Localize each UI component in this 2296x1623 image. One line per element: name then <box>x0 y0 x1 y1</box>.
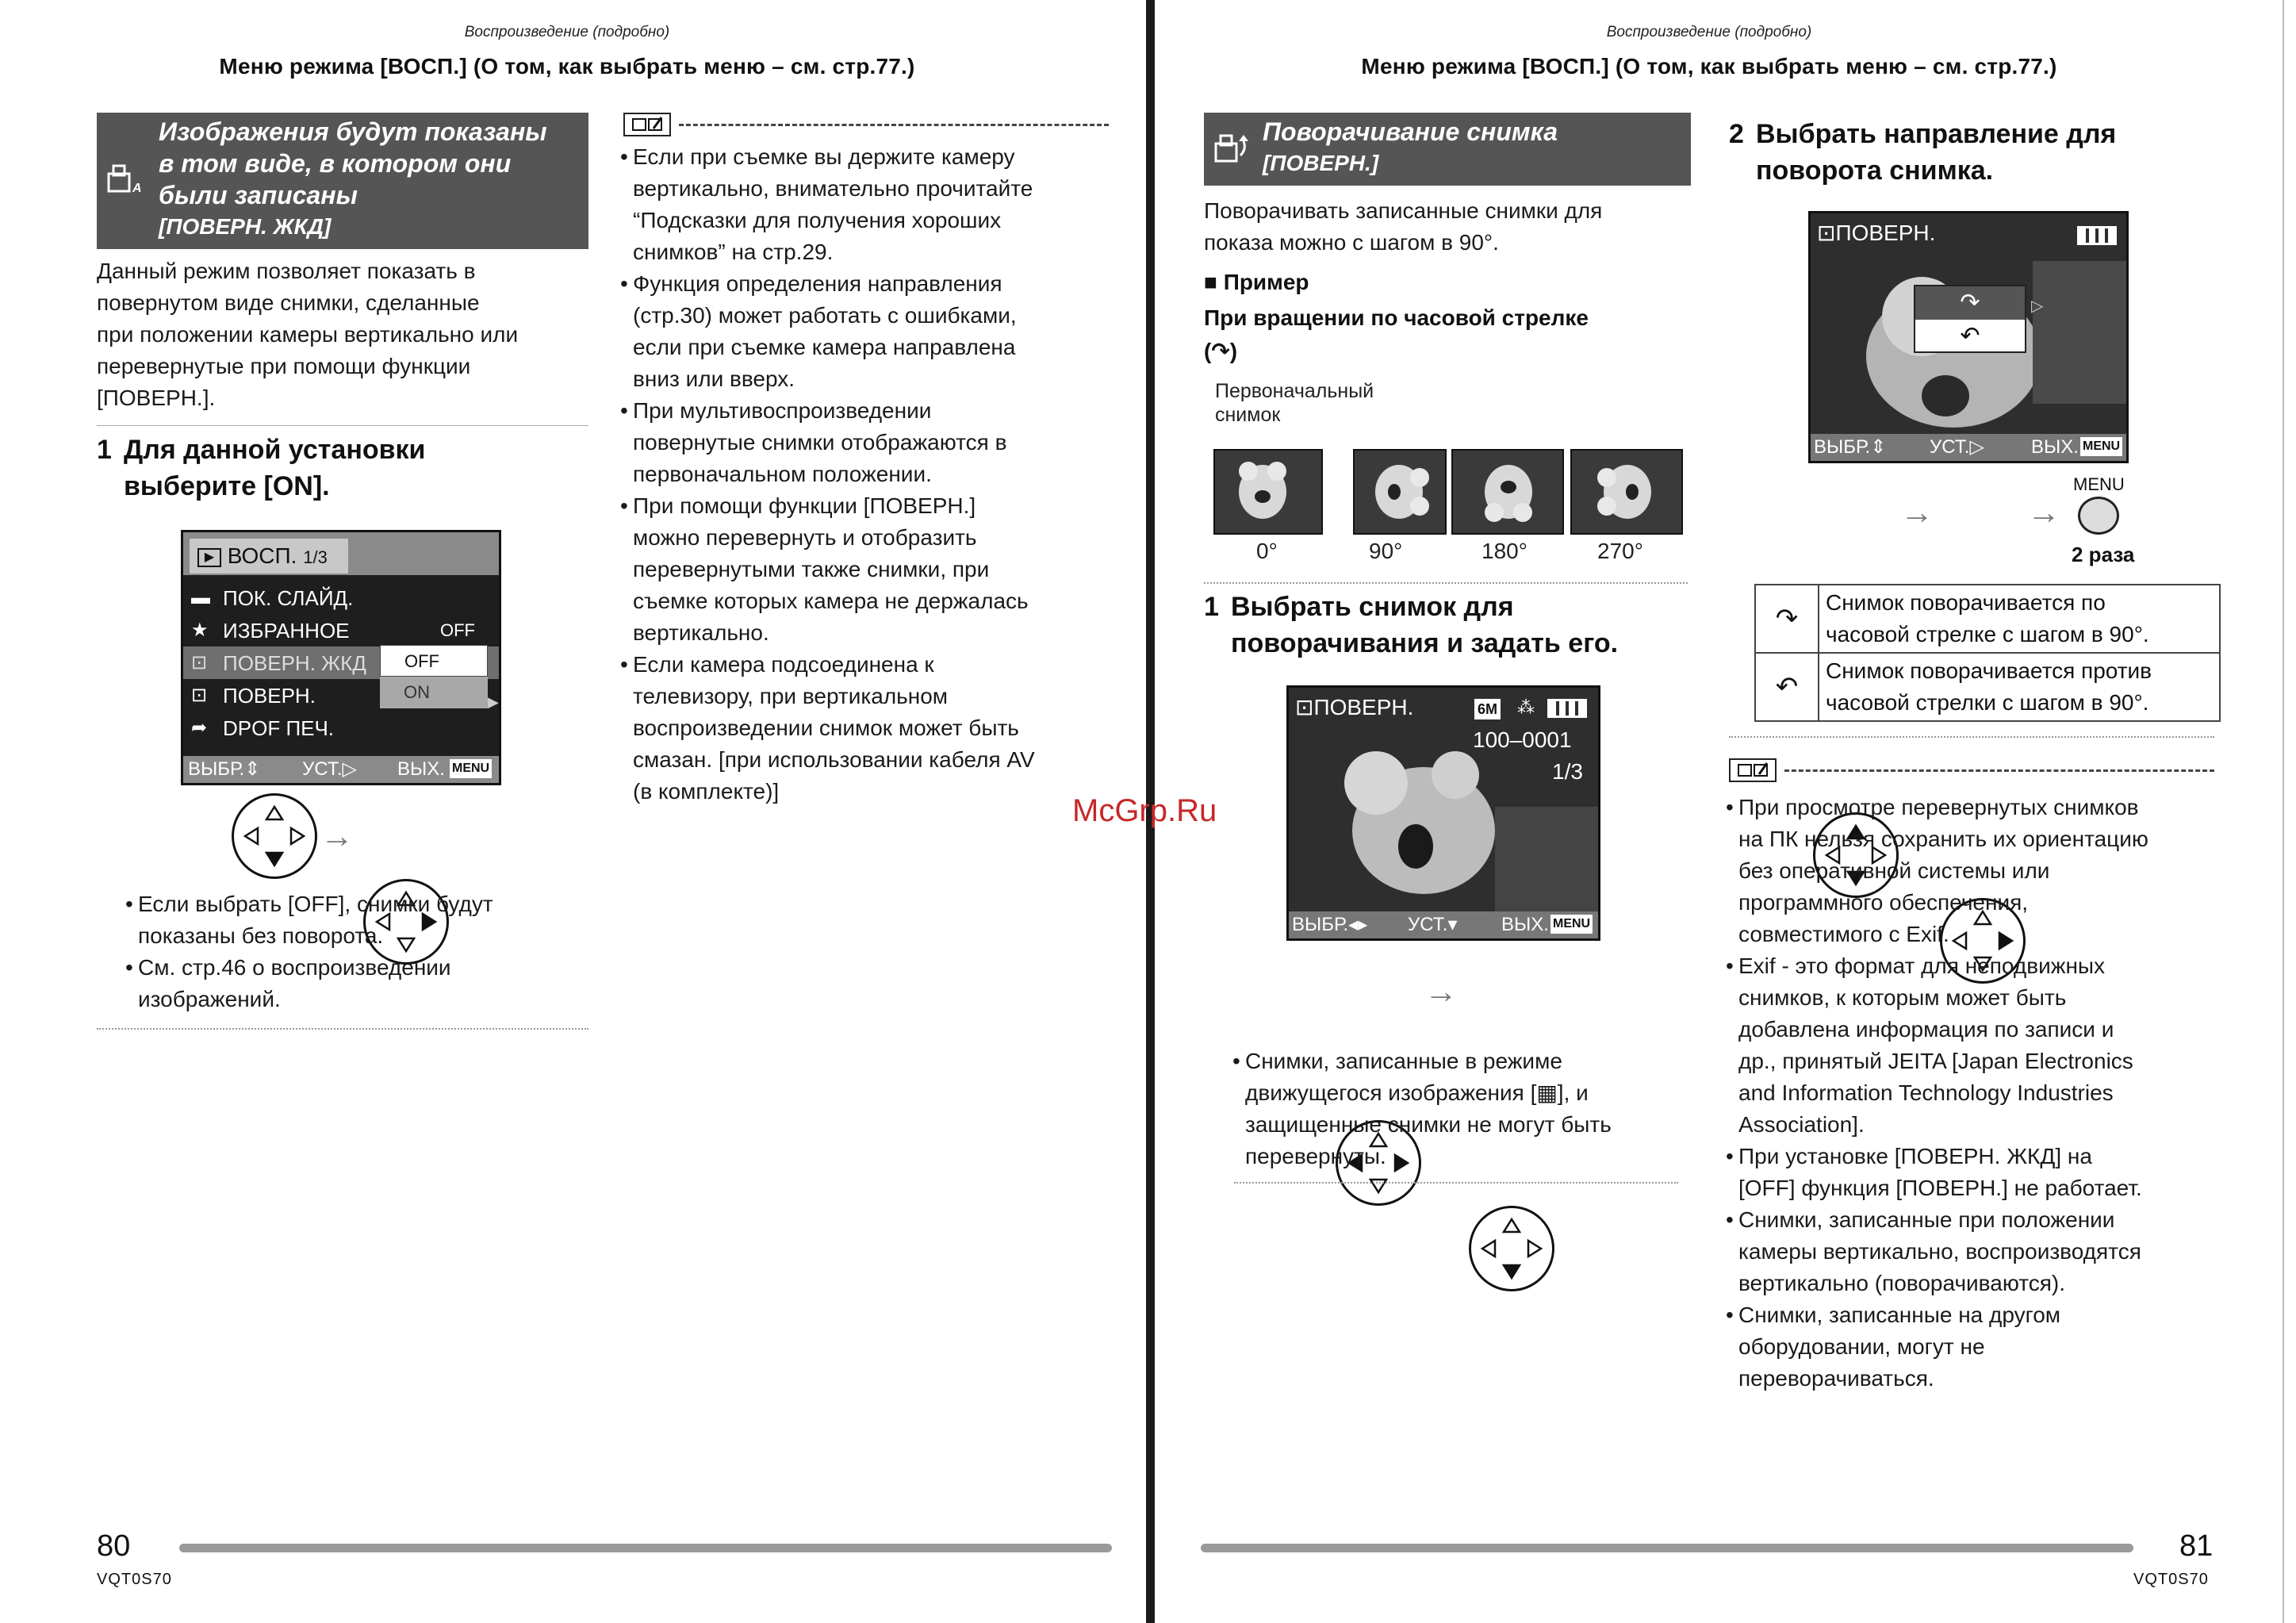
press-twice-label: 2 раза <box>2072 543 2135 566</box>
menu-item-label: ИЗБРАННОЕ <box>223 618 350 643</box>
menu-item-label: ПОВЕРН. <box>223 683 316 708</box>
exit-hint: ВЫХ. <box>397 758 445 780</box>
step-text: Для данной установки <box>124 435 426 465</box>
footer-bar <box>179 1544 1112 1552</box>
watermark: McGrp.Ru <box>1072 793 1217 828</box>
option-off[interactable]: OFF <box>380 645 488 677</box>
screen-bottom-bar <box>1289 911 1598 938</box>
step-text: поворачивания и задать его. <box>1231 628 1619 658</box>
star-icon: ★ <box>191 619 209 641</box>
direction-table <box>1754 584 2221 722</box>
page-edge <box>2283 0 2284 1623</box>
intro-line: перевернутые при помощи функции <box>97 354 471 378</box>
model-code: VQT0S70 <box>2133 1571 2209 1588</box>
battery-icon <box>2077 226 2117 245</box>
note-item: • См. стр.46 о воспроизведении изображений. <box>125 952 601 1015</box>
quality-badge: 6M <box>1474 699 1501 719</box>
table-cell: Снимок поворачивается по часовой стрелке с шагом в 90°. <box>1819 585 2220 653</box>
left-section-title-line: в том виде, в котором они <box>159 149 512 178</box>
right-step1-notes <box>1232 1046 1700 1172</box>
thumb-90 <box>1353 449 1447 535</box>
menu-button-icon[interactable] <box>2078 497 2119 535</box>
direction-popup <box>1914 285 2026 353</box>
rotate-screen-2 <box>1808 211 2129 463</box>
step-text: выберите [ON]. <box>124 471 330 501</box>
arrow-right-icon: → <box>2027 493 2060 531</box>
right-step-1 <box>1204 589 1696 662</box>
divider <box>1204 582 1688 584</box>
rotate-lcd-icon: ⊡ <box>191 651 208 673</box>
tip-item: • При мультивоспроизведении повернутые снимки отображаются в первоначальном положении. <box>620 395 1120 490</box>
rotate-icon: ⊡ <box>1817 221 1836 245</box>
left-section-title-line: были записаны <box>159 181 358 209</box>
page-number: 81 <box>2179 1529 2214 1563</box>
image-count: 1/3 <box>1552 759 1583 784</box>
menu-item-favorites[interactable] <box>183 614 499 647</box>
exit-hint: ВЫХ. <box>1501 914 1549 935</box>
battery-icon <box>1547 699 1587 718</box>
right-step-2 <box>1729 116 2221 189</box>
table-row <box>1755 653 2220 721</box>
step-text: Выбрать снимок для <box>1231 592 1514 622</box>
angle-label: 180° <box>1481 539 1527 563</box>
left-step1-notes <box>125 888 601 1015</box>
menu-badge: MENU <box>1550 915 1593 934</box>
table-row <box>1755 585 2220 653</box>
intro-line: повернутом виде снимки, сделанные <box>97 290 480 315</box>
angle-label: 0° <box>1256 539 1278 563</box>
menu-item-label: ПОК. СЛАЙД. <box>223 585 354 610</box>
print-icon: ➦ <box>191 716 208 739</box>
note-header <box>623 113 1109 136</box>
rotate-icon: ⊡ <box>191 684 208 706</box>
select-hint: ВЫБР.⇕ <box>188 758 261 780</box>
right-section-title-line: [ПОВЕРН.] <box>1263 151 1379 175</box>
thumb-0 <box>1213 449 1323 535</box>
file-number: 100–0001 <box>1473 727 1572 752</box>
exit-hint: ВЫХ. <box>2031 436 2079 458</box>
left-tips <box>620 141 1120 808</box>
menu-badge: MENU <box>450 759 492 778</box>
slideshow-icon: ▬ <box>191 586 210 608</box>
divider <box>1234 1182 1678 1184</box>
left-section-title-line: Изображения будут показаны <box>159 117 547 146</box>
left-step-1 <box>97 432 588 505</box>
menu-item-value: OFF <box>440 620 475 640</box>
note-header <box>1729 758 2214 782</box>
right-intro-text <box>1204 195 1680 259</box>
dpad-icon <box>1469 1206 1554 1291</box>
menu-item-slideshow[interactable] <box>183 581 499 614</box>
option-on[interactable]: ON <box>380 677 488 708</box>
divider <box>1729 736 2214 738</box>
set-hint: УСТ.▾ <box>1408 914 1458 935</box>
screen-title: ⊡ПОВЕРН. <box>1295 695 1414 719</box>
angle-label: 270° <box>1597 539 1643 563</box>
step-number: 1 <box>1204 592 1219 622</box>
tip-item: • Если при съемке вы держите камеру вертикально, внимательно прочитайте “Подсказки для получения хороших снимков” на стр.29. <box>620 141 1120 268</box>
clockwise-arrow-icon: ↷ <box>1755 585 1819 653</box>
step-text: Выбрать направление для <box>1756 119 2117 149</box>
note-icon <box>1729 758 1777 782</box>
right-header-small: Воспроизведение (подробно) <box>1606 24 1812 40</box>
play-icon: ▶ <box>197 548 221 567</box>
note-item: • Снимки, записанные в режиме движущегося изображения [▦], и защищенные снимки не могут быть перевернуты. <box>1232 1046 1700 1172</box>
screen-bottom-bar <box>1811 434 2126 461</box>
rotate-screen-1 <box>1286 685 1600 941</box>
divider <box>97 1028 588 1030</box>
tip-item: • Exif - это формат для неподвижных снимков, к которым может быть добавлена информация по записи и др., принятый JEITA [Japan Electronics and Information Technology Industries Association]. <box>1726 950 2233 1141</box>
tip-item: • При установке [ПОВЕРН. ЖКД] на [OFF] функция [ПОВЕРН.] не работает. <box>1726 1141 2233 1204</box>
menu-item-dpof[interactable] <box>183 712 499 744</box>
note-item: • Если выбрать [OFF], снимки будут показаны без поворота. <box>125 888 601 952</box>
playback-menu-screen <box>181 530 501 785</box>
select-hint: ВЫБР.◂▸ <box>1292 914 1368 935</box>
menu-bottom-bar <box>183 756 499 783</box>
menu-badge: MENU <box>2080 437 2122 456</box>
rotate-icon <box>1213 132 1253 167</box>
thumb-180 <box>1451 449 1564 535</box>
tip-item: • Если камера подсоединена к телевизору, при вертикальном воспроизведении снимок может быть смазан. [при использовании кабеля AV (в комплекте)] <box>620 649 1120 808</box>
counterclockwise-arrow-icon: ↶ <box>1755 653 1819 721</box>
example-label: ■ Пример <box>1204 270 1309 294</box>
footer-bar <box>1201 1544 2133 1552</box>
right-section-title-line: Поворачивание снимка <box>1263 117 1558 146</box>
thumb-270 <box>1570 449 1683 535</box>
menu-page: 1/3 <box>303 547 328 567</box>
step-number: 2 <box>1729 119 1744 149</box>
set-hint: УСТ.▷ <box>1930 436 1984 458</box>
right-tips <box>1726 792 2233 1395</box>
tip-item: • Функция определения направления (стр.30) может работать с ошибками, если при съемке камера направлена вниз или вверх. <box>620 268 1120 395</box>
step-text: поворота снимка. <box>1756 155 1994 186</box>
menu-item-label: ПОВЕРН. ЖКД <box>223 650 366 675</box>
arrow-right-icon: → <box>1900 493 1934 531</box>
tip-item: • Снимки, записанные при положении камеры вертикально, воспроизводятся вертикально (поворачиваются). <box>1726 1204 2233 1299</box>
chevron-right-icon: ▷ <box>2031 297 2044 315</box>
screen-title: ⊡ПОВЕРН. <box>1817 221 1936 245</box>
intro-line: при положении камеры вертикально или <box>97 322 519 347</box>
tip-item: • Снимки, записанные на другом оборудовании, могут не переворачиваться. <box>1726 1299 2233 1395</box>
note-icon <box>623 113 671 136</box>
right-section-title <box>1204 113 1691 186</box>
divider <box>97 425 588 426</box>
svg-text:A: A <box>132 182 142 195</box>
intro-line: Поворачивать записанные снимки для <box>1204 198 1603 223</box>
page-number: 80 <box>97 1529 131 1563</box>
left-header-small: Воспроизведение (подробно) <box>464 24 670 40</box>
set-hint: УСТ.▷ <box>302 758 357 780</box>
left-header-title: Меню режима [ВОСП.] (О том, как выбрать меню – см. стр.77.) <box>219 54 915 79</box>
left-section-title <box>97 113 588 249</box>
rotate-lcd-icon <box>106 162 146 197</box>
right-header-title: Меню режима [ВОСП.] (О том, как выбрать меню – см. стр.77.) <box>1361 54 2057 79</box>
dpad-icon <box>232 793 317 879</box>
angle-label: 90° <box>1369 539 1403 563</box>
example-subtitle: При вращении по часовой стрелке (↷) <box>1204 305 1589 363</box>
tip-item: • При просмотре перевернутых снимков на ПК нельзя сохранить их ориентацию без оперативной системы или программного обеспечения, совместимого с Exif. <box>1726 792 2233 950</box>
intro-line: Данный режим позволяет показать в <box>97 259 476 283</box>
chevron-right-icon: ▶ <box>488 694 499 710</box>
menu-button-label: MENU <box>2073 474 2125 494</box>
arrow-right-icon: → <box>320 817 354 854</box>
rotate-clockwise-option[interactable]: ↷ <box>1915 286 2025 320</box>
step-number: 1 <box>97 435 112 465</box>
arrow-right-icon: → <box>1424 973 1458 1010</box>
left-intro-text <box>97 255 596 414</box>
left-section-title-line: [ПОВЕРН. ЖКД] <box>159 214 332 239</box>
table-cell: Снимок поворачивается против часовой стрелки с шагом в 90°. <box>1819 653 2220 721</box>
menu-item-label: DPOF ПЕЧ. <box>223 716 335 740</box>
resolution-icon: ⁂ <box>1517 697 1535 717</box>
option-popup <box>380 645 488 712</box>
intro-line: показа можно с шагом в 90°. <box>1204 230 1499 255</box>
tip-item: • При помощи функции [ПОВЕРН.] можно перевернуть и отобразить перевернутыми также снимки, при съемке которых камера не держалась вертикально. <box>620 490 1120 649</box>
intro-line: [ПОВЕРН.]. <box>97 386 216 410</box>
model-code: VQT0S70 <box>97 1571 172 1588</box>
rotate-counterclockwise-option[interactable]: ↶ <box>1960 323 1980 349</box>
menu-title: ВОСП. <box>227 543 297 568</box>
menu-title-tab <box>190 539 348 574</box>
select-hint: ВЫБР.⇕ <box>1814 436 1887 458</box>
rotate-icon: ⊡ <box>1295 695 1314 719</box>
original-image-label: Первоначальный снимок <box>1215 380 1374 426</box>
